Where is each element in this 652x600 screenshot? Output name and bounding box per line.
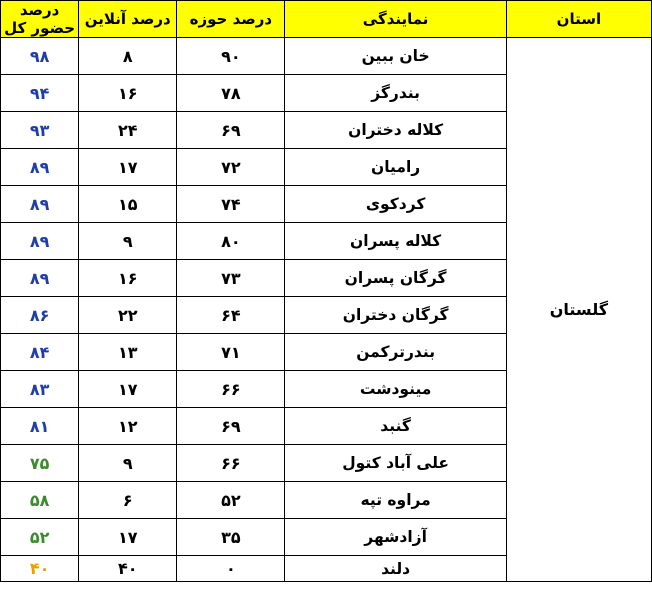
online-percent-cell: ۲۲ [79, 297, 177, 334]
online-percent-cell: ۴۰ [79, 556, 177, 582]
representation-cell: بندرگز [285, 75, 506, 112]
header-representation: نمایندگی [285, 1, 506, 38]
total-percent-cell: ۷۵ [1, 445, 79, 482]
online-percent-cell: ۶ [79, 482, 177, 519]
total-percent-cell: ۹۳ [1, 112, 79, 149]
hoze-percent-cell: ۰ [177, 556, 285, 582]
hoze-percent-cell: ۹۰ [177, 38, 285, 75]
total-percent-cell: ۸۱ [1, 408, 79, 445]
hoze-percent-cell: ۷۲ [177, 149, 285, 186]
representation-cell: مینودشت [285, 371, 506, 408]
total-percent-cell: ۵۲ [1, 519, 79, 556]
header-row [1, 1, 652, 38]
representation-cell: دلند [285, 556, 506, 582]
online-percent-cell: ۱۵ [79, 186, 177, 223]
total-percent-cell: ۵۸ [1, 482, 79, 519]
hoze-percent-cell: ۶۴ [177, 297, 285, 334]
online-percent-cell: ۹ [79, 223, 177, 260]
online-percent-cell: ۱۷ [79, 149, 177, 186]
total-percent-cell: ۹۸ [1, 38, 79, 75]
online-percent-cell: ۲۴ [79, 112, 177, 149]
online-percent-cell: ۱۶ [79, 260, 177, 297]
table-row [1, 38, 652, 75]
header-province: استان [506, 1, 651, 38]
total-percent-cell: ۸۹ [1, 149, 79, 186]
hoze-percent-cell: ۶۶ [177, 371, 285, 408]
hoze-percent-cell: ۶۶ [177, 445, 285, 482]
total-percent-cell: ۸۹ [1, 223, 79, 260]
online-percent-cell: ۹ [79, 445, 177, 482]
header-total-percent: درصد حضور کل [1, 1, 79, 38]
representation-cell: گرگان دختران [285, 297, 506, 334]
table-header [1, 1, 652, 38]
representation-cell: علی آباد کتول [285, 445, 506, 482]
online-percent-cell: ۱۲ [79, 408, 177, 445]
hoze-percent-cell: ۷۸ [177, 75, 285, 112]
total-percent-cell: ۸۴ [1, 334, 79, 371]
representation-cell: بندرترکمن [285, 334, 506, 371]
hoze-percent-cell: ۷۱ [177, 334, 285, 371]
header-hoze-percent: درصد حوزه [177, 1, 285, 38]
representation-cell: رامیان [285, 149, 506, 186]
representation-cell: مراوه تپه [285, 482, 506, 519]
total-percent-cell: ۴۰ [1, 556, 79, 582]
online-percent-cell: ۱۷ [79, 519, 177, 556]
hoze-percent-cell: ۳۵ [177, 519, 285, 556]
hoze-percent-cell: ۷۳ [177, 260, 285, 297]
representation-cell: کلاله دختران [285, 112, 506, 149]
table-body [1, 38, 652, 582]
representation-cell: گنبد [285, 408, 506, 445]
total-percent-cell: ۸۹ [1, 260, 79, 297]
hoze-percent-cell: ۷۴ [177, 186, 285, 223]
online-percent-cell: ۱۳ [79, 334, 177, 371]
representation-cell: خان ببین [285, 38, 506, 75]
total-percent-cell: ۸۳ [1, 371, 79, 408]
total-percent-cell: ۸۹ [1, 186, 79, 223]
hoze-percent-cell: ۶۹ [177, 112, 285, 149]
online-percent-cell: ۸ [79, 38, 177, 75]
header-online-percent: درصد آنلاین [79, 1, 177, 38]
hoze-percent-cell: ۵۲ [177, 482, 285, 519]
hoze-percent-cell: ۸۰ [177, 223, 285, 260]
representation-cell: آزادشهر [285, 519, 506, 556]
province-cell: گلستان [506, 38, 651, 582]
representation-cell: گرگان پسران [285, 260, 506, 297]
online-percent-cell: ۱۷ [79, 371, 177, 408]
representation-cell: کردکوی [285, 186, 506, 223]
total-percent-cell: ۸۶ [1, 297, 79, 334]
total-percent-cell: ۹۴ [1, 75, 79, 112]
hoze-percent-cell: ۶۹ [177, 408, 285, 445]
representation-cell: کلاله پسران [285, 223, 506, 260]
online-percent-cell: ۱۶ [79, 75, 177, 112]
